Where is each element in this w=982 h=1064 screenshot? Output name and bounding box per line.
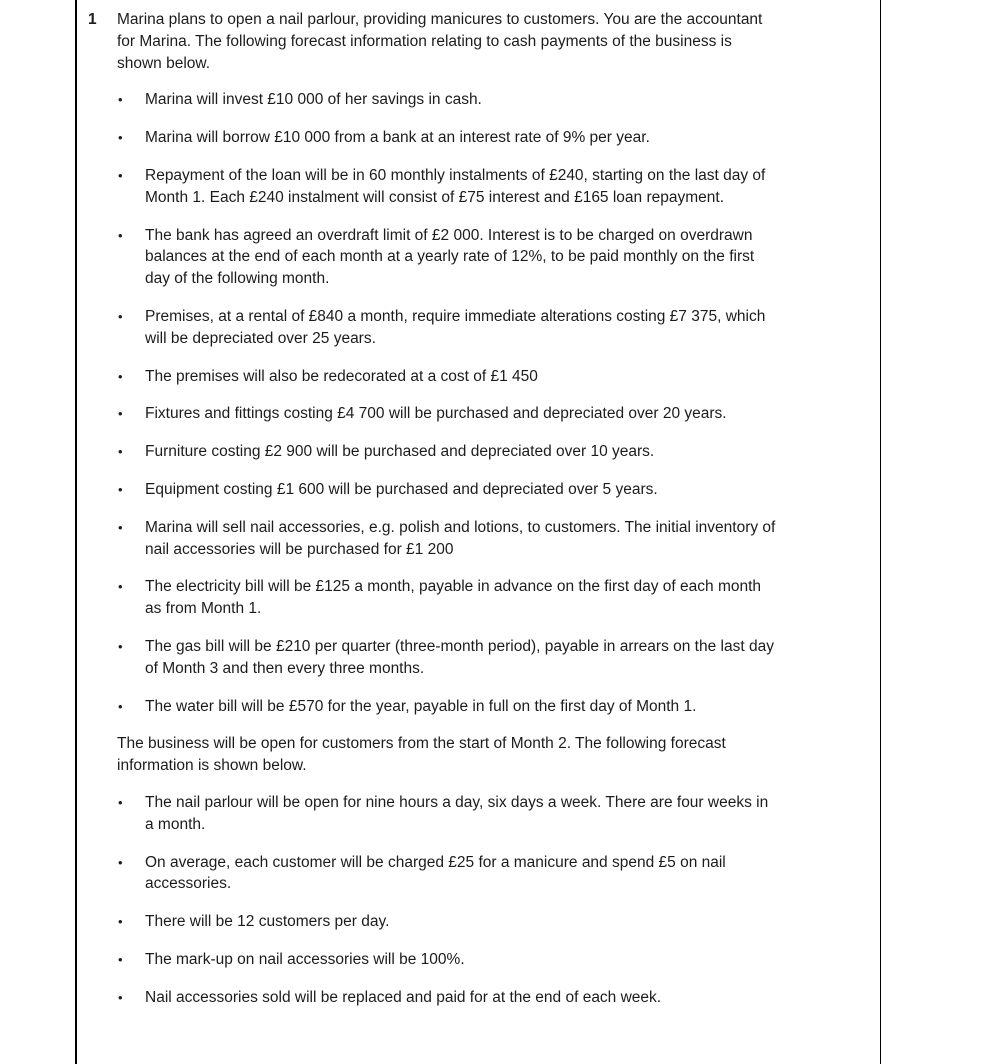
bullet-text: Repayment of the loan will be in 60 monthly instalments of £240, starting on the last day of Month 1. Each £240 instalment will consist of £75 interest and £165 loan repayment. xyxy=(145,166,766,206)
bullet-text: The electricity bill will be £125 a month, payable in advance on the first day of each month as from Month 1. xyxy=(145,578,762,618)
bullet-marker: • xyxy=(118,914,123,930)
bullet-item xyxy=(118,165,777,209)
bullet-item xyxy=(118,403,777,425)
question-number: 1 xyxy=(88,11,97,28)
bullet-item xyxy=(118,225,777,290)
bullet-item xyxy=(118,696,777,718)
cash-payments-bullet-list xyxy=(118,89,777,717)
bullet-marker: • xyxy=(118,951,123,967)
bullet-text: The gas bill will be £210 per quarter (three-month period), payable in arrears on the last day of Month 3 and then every three months. xyxy=(145,637,774,677)
bullet-item xyxy=(118,366,777,388)
bullet-item xyxy=(118,576,777,620)
question-body xyxy=(117,9,777,1025)
bullet-item xyxy=(118,636,777,680)
bullet-text: On average, each customer will be charged £25 for a manicure and spend £5 on nail accessories. xyxy=(145,853,726,893)
bullet-text: There will be 12 customers per day. xyxy=(145,913,390,931)
bullet-marker: • xyxy=(118,406,123,422)
bullet-item xyxy=(118,517,777,561)
bullet-marker: • xyxy=(118,794,123,810)
bullet-marker: • xyxy=(118,308,123,324)
forecast-bullet-list xyxy=(118,792,777,1009)
bullet-marker: • xyxy=(118,167,123,183)
forecast-intro-paragraph: The business will be open for customers from the start of Month 2. The following forecast information is shown below. xyxy=(117,735,726,775)
bullet-item xyxy=(118,127,777,149)
bullet-marker: • xyxy=(118,579,123,595)
bullet-text: Furniture costing £2 900 will be purchased and depreciated over 10 years. xyxy=(145,443,655,461)
question-row xyxy=(0,9,982,1025)
bullet-item xyxy=(118,306,777,350)
bullet-text: Nail accessories sold will be replaced and paid for at the end of each week. xyxy=(145,988,662,1006)
bullet-text: Marina will invest £10 000 of her savings in cash. xyxy=(145,91,482,109)
bullet-item xyxy=(118,911,777,933)
bullet-marker: • xyxy=(118,444,123,460)
bullet-item xyxy=(118,987,777,1009)
bullet-marker: • xyxy=(118,989,123,1005)
bullet-text: Marina will borrow £10 000 from a bank at an interest rate of 9% per year. xyxy=(145,129,650,147)
bullet-marker: • xyxy=(118,698,123,714)
bullet-item xyxy=(118,949,777,971)
bullet-marker: • xyxy=(118,227,123,243)
bullet-marker: • xyxy=(118,481,123,497)
bullet-marker: • xyxy=(118,519,123,535)
bullet-text: The premises will also be redecorated at a cost of £1 450 xyxy=(145,367,538,385)
bullet-text: The water bill will be £570 for the year, payable in full on the first day of Month 1. xyxy=(145,697,697,715)
bullet-marker: • xyxy=(118,368,123,384)
bullet-marker: • xyxy=(118,854,123,870)
bullet-text: Fixtures and fittings costing £4 700 will be purchased and depreciated over 20 years. xyxy=(145,405,727,423)
bullet-marker: • xyxy=(118,130,123,146)
intro-paragraph: Marina plans to open a nail parlour, providing manicures to customers. You are the accountant for Marina. The following forecast information relating to cash payments of the business is shown below. xyxy=(117,11,763,72)
bullet-item xyxy=(118,89,777,111)
bullet-marker: • xyxy=(118,92,123,108)
bullet-text: The nail parlour will be open for nine hours a day, six days a week. There are four weeks in a month. xyxy=(145,793,769,833)
bullet-item xyxy=(118,792,777,836)
bullet-marker: • xyxy=(118,638,123,654)
bullet-text: Premises, at a rental of £840 a month, require immediate alterations costing £7 375, which will be depreciated over 25 years. xyxy=(145,307,766,347)
bullet-text: Marina will sell nail accessories, e.g. polish and lotions, to customers. The initial inventory of nail accessories will be purchased for £1 200 xyxy=(145,518,776,558)
bullet-text: The mark-up on nail accessories will be 100%. xyxy=(145,950,465,968)
bullet-item xyxy=(118,441,777,463)
bullet-item xyxy=(118,852,777,896)
bullet-text: Equipment costing £1 600 will be purchased and depreciated over 5 years. xyxy=(145,480,658,498)
bullet-text: The bank has agreed an overdraft limit of £2 000. Interest is to be charged on overdrawn balances at the end of each month at a yearly rate of 12%, to be paid monthly on the first day of the following month. xyxy=(145,226,755,288)
bullet-item xyxy=(118,479,777,501)
